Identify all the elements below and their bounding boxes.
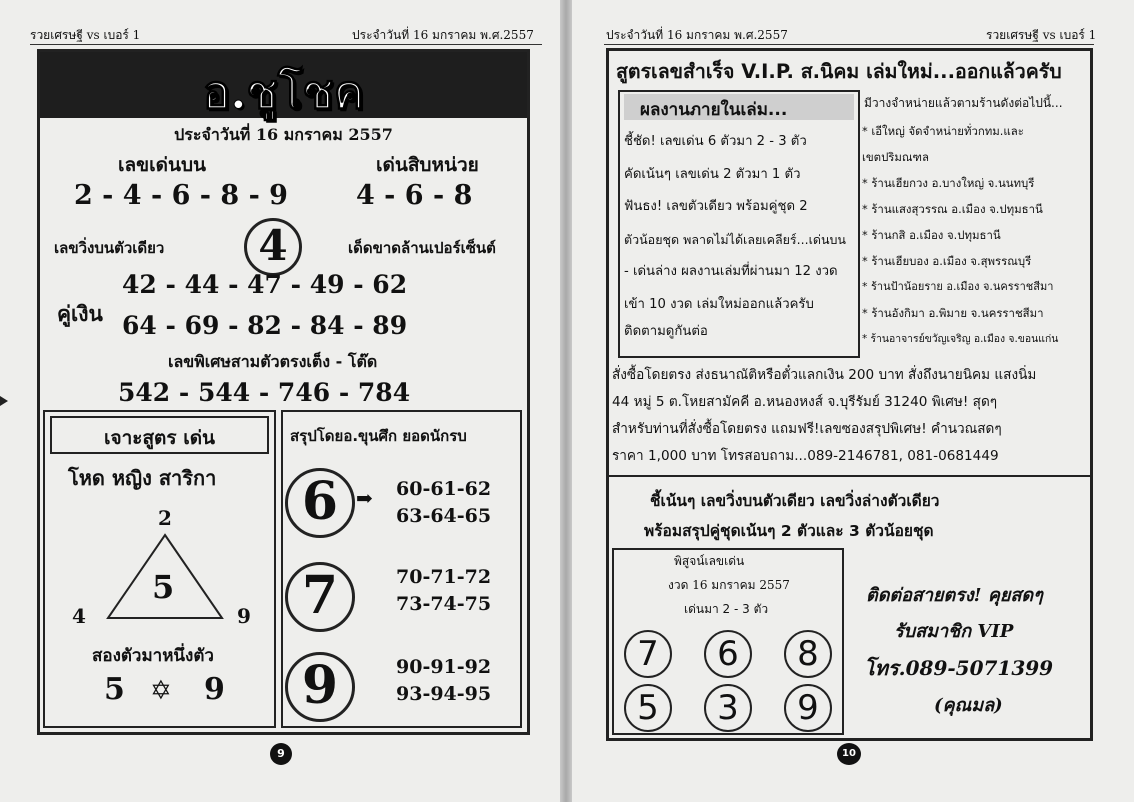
date-line: ประจำวันที่ 16 มกราคม 2557 [174, 125, 393, 144]
inner-line: ติดตามดูกันต่อ [624, 324, 708, 339]
store-item: * ร้านอาจารย์ขวัญเจริญ อ.เมือง จ.ขอนแก่น [862, 333, 1059, 345]
group-1-line-1: 60-61-62 [396, 478, 492, 500]
lottery-ball: 9 [784, 684, 832, 732]
order-line: สั่งซื้อโดยตรง ส่งธนาณัติหรือตั๋วแลกเงิน 200 บาท สั่งถึงนายนิคม แสงนิ่ม [612, 367, 1037, 383]
label-top-lead: เลขเด่นบน [118, 154, 206, 176]
inner-line: เข้า 10 งวด เล่มใหม่ออกแล้วครับ [624, 296, 814, 312]
inner-lines [624, 126, 856, 343]
banner [40, 52, 527, 118]
group-1-line-2: 63-64-65 [396, 505, 492, 527]
triangle-left-digit: 4 [72, 604, 86, 628]
draw-label: งวด 16 มกราคม 2557 [668, 578, 790, 592]
right-header-date: ประจำวันที่ 16 มกราคม พ.ศ.2557 [606, 28, 788, 42]
order-line: ราคา 1,000 บาท โทรสอบถาม...089-2146781, 081-0681449 [612, 448, 999, 464]
triangle-top-digit: 2 [158, 506, 172, 530]
store-item: เขตปริมณฑล [862, 150, 929, 164]
formula-box-title-frame [50, 416, 269, 454]
order-line: สำหรับท่านที่สั่งซื้อโดยตรง แถมฟรี!เลขซองสรุปพิเศษ! คำนวณสดๆ [612, 421, 1002, 437]
contact-line-1: ติดต่อสายตรง! คุยสดๆ [866, 585, 1043, 606]
store-item: * ร้านอังกิมา อ.พิมาย จ.นครราชสีมา [862, 306, 1044, 320]
right-page-number: 10 [837, 743, 861, 765]
label-pairs: คู่เงิน [57, 302, 103, 326]
formula-box-subtitle: โหด หญิง สาริกา [68, 466, 217, 490]
lottery-ball: 5 [624, 684, 672, 732]
left-header-title: รวยเศรษฐี vs เบอร์ 1 [30, 28, 141, 42]
group-2-digit-circle: 7 [285, 562, 355, 632]
lottery-ball: 3 [704, 684, 752, 732]
special-numbers: 542 - 544 - 746 - 784 [118, 378, 411, 407]
contact-name: (คุณมล) [934, 695, 1003, 716]
bottom-right-digit: 9 [204, 672, 225, 707]
contact-phone: โทร.089-5071399 [864, 656, 1054, 680]
right-page [572, 0, 1134, 802]
group-3-line-1: 90-91-92 [396, 656, 492, 678]
inner-title: ผลงานภายในเล่ม... [640, 100, 788, 120]
group-3-line-2: 93-94-95 [396, 683, 492, 705]
contact-line-2: รับสมาชิก VIP [894, 621, 1014, 642]
order-divider [608, 475, 1091, 477]
left-header-date: ประจำวันที่ 16 มกราคม พ.ศ.2557 [352, 28, 534, 42]
hit-label: เด่นมา 2 - 3 ตัว [684, 602, 769, 616]
left-page-number: 9 [270, 743, 292, 765]
inner-line: ชี้ชัด! เลขเด่น 6 ตัวมา 2 - 3 ตัว [624, 134, 807, 149]
label-special: เลขพิเศษสามตัวตรงเต็ง - โต๊ด [168, 352, 378, 371]
order-line: 44 หมู่ 5 ต.โหยสามัคคี อ.หนองหงส์ จ.บุรีรัมย์ 31240 พิเศษ! สุดๆ [612, 394, 998, 410]
top-digits: 2 - 4 - 6 - 8 - 9 [74, 180, 288, 211]
group-1-digit-circle: 6 [285, 468, 355, 538]
pairs-row-2: 64 - 69 - 82 - 84 - 89 [122, 311, 408, 340]
single-digit-circle: 4 [244, 218, 302, 276]
right-header-title: รวยเศรษฐี vs เบอร์ 1 [986, 28, 1097, 42]
promo-line-2: พร้อมสรุปคู่ชุดเน้นๆ 2 ตัวและ 3 ตัวน้อยชุด [644, 522, 934, 540]
lottery-ball: 8 [784, 630, 832, 678]
summary-box-title: สรุปโดยอ.ขุนศึก ยอดนักรบ [290, 427, 467, 445]
store-item: * ร้านแสงสุวรรณ อ.เมือง จ.ปทุมธานี [862, 202, 1043, 216]
headline: สูตรเลขสำเร็จ V.I.P. ส.นิคม เล่มใหม่...ออกแล้วครับ [616, 60, 1062, 83]
proof-label: พิสูจน์เลขเด่น [674, 554, 745, 568]
tens-digits: 4 - 6 - 8 [356, 180, 473, 211]
stores-intro: มีวางจำหน่ายแล้วตามร้านดังต่อไปนี้... [864, 96, 1063, 110]
triangle-center-digit: 5 [152, 568, 175, 606]
triangle-right-digit: 9 [237, 604, 251, 628]
inner-line: ฟันธง! เลขตัวเดียว พร้อมคู่ชุด 2 [624, 199, 808, 214]
arrow-right-icon: ➡ [356, 486, 373, 510]
label-tens: เด่นสิบหน่วย [376, 154, 479, 176]
margin-arrow-icon [0, 396, 8, 406]
right-header-rule [604, 44, 1094, 45]
store-item: * ร้านเฮียกวง อ.บางใหญ่ จ.นนทบุรี [862, 176, 1035, 190]
group-2-line-1: 70-71-72 [396, 566, 492, 588]
store-item: * เอีใหญ่ จัดจำหน่ายทั่วกทม.และ [862, 124, 1024, 138]
inner-line: ตัวน้อยชุด พลาดไม่ได้เลยเคลียร์...เด่นบน [624, 231, 846, 247]
inner-line: คัดเน้นๆ เลขเด่น 2 ตัวมา 1 ตัว [624, 166, 801, 182]
formula-box-title: เจาะสูตร เด่น [103, 427, 216, 449]
inner-title-bar [624, 94, 854, 120]
label-single-run: เลขวิ่งบนตัวเดียว [54, 239, 165, 257]
two-to-one-label: สองตัวมาหนึ่งตัว [92, 646, 214, 666]
pairs-row-1: 42 - 44 - 47 - 49 - 62 [122, 270, 408, 299]
stores-list [862, 118, 1088, 352]
left-page [0, 0, 560, 802]
lottery-ball: 6 [704, 630, 752, 678]
lottery-ball: 7 [624, 630, 672, 678]
store-item: * ร้านเฮียบอง อ.เมือง จ.สุพรรณบุรี [862, 254, 1032, 268]
inner-line: - เด่นล่าง ผลงานเล่มที่ผ่านมา 12 งวด [624, 264, 838, 279]
label-certain: เด็ดขาดล้านเปอร์เซ็นต์ [348, 239, 496, 257]
promo-line-1: ชี้เน้นๆ เลขวิ่งบนตัวเดียว เลขวิ่งล่างตัวเดียว [650, 492, 940, 510]
group-2-line-2: 73-74-75 [396, 593, 492, 615]
left-header-rule [30, 44, 542, 45]
store-item: * ร้านป้าน้อยราย อ.เมือง จ.นครราชสีมา [862, 280, 1054, 293]
banner-title: อ.ชูโชค [202, 65, 365, 119]
group-3-digit-circle: 9 [285, 652, 355, 722]
bottom-left-digit: 5 [104, 672, 125, 707]
store-item: * ร้านกสิ อ.เมือง จ.ปทุมธานี [862, 228, 1001, 242]
order-block [612, 362, 1090, 470]
book-gutter [560, 0, 572, 802]
star-of-david-icon: ✡ [150, 676, 172, 706]
